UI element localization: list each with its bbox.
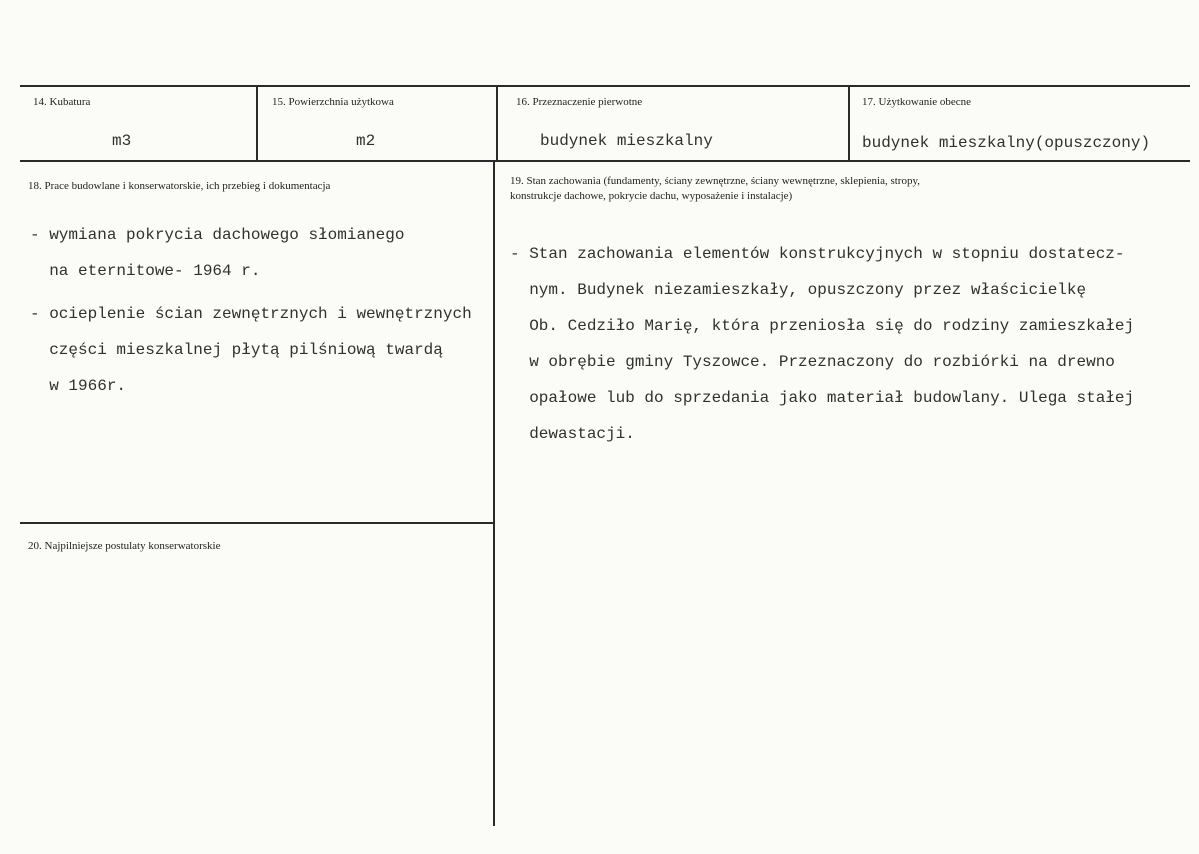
stan-label-line2: konstrukcje dachowe, pokrycie dachu, wyposażenie i instalacje) — [510, 190, 793, 202]
divider-16-17 — [848, 86, 850, 161]
divider-main-vertical — [493, 161, 495, 826]
przeznaczenie-label: 16. Przeznaczenie pierwotne — [516, 96, 643, 108]
row-rule — [20, 160, 1190, 162]
divider-14-15 — [256, 86, 258, 161]
prace-line: - wymiana pokrycia dachowego słomianego — [30, 226, 405, 244]
stan-label-line1: 19. Stan zachowania (fundamenty, ściany zewnętrzne, ściany wewnętrzne, sklepienia, stropy, — [510, 175, 921, 187]
stan-line: dewastacji. — [510, 425, 635, 443]
stan-line: opałowe lub do sprzedania jako materiał budowlany. Ulega stałej — [510, 389, 1135, 407]
powierzchnia-label: 15. Powierzchnia użytkowa — [272, 96, 394, 108]
prace-line: - ocieplenie ścian zewnętrznych i wewnętrznych — [30, 305, 472, 323]
divider-15-16 — [496, 86, 498, 161]
stan-line: w obrębie gminy Tyszowce. Przeznaczony do rozbiórki na drewno — [510, 353, 1115, 371]
prace-label: 18. Prace budowlane i konserwatorskie, ich przebieg i dokumentacja — [28, 180, 331, 192]
kubatura-value: m3 — [112, 132, 132, 150]
prace-line: części mieszkalnej płytą pilśniową twardą — [30, 341, 443, 359]
kubatura-label: 14. Kubatura — [33, 96, 91, 108]
stan-line: nym. Budynek niezamieszkały, opuszczony przez właścicielkę — [510, 281, 1087, 299]
powierzchnia-value: m2 — [356, 132, 376, 150]
postulaty-label: 20. Najpilniejsze postulaty konserwatorskie — [28, 540, 221, 552]
prace-text — [30, 208, 472, 413]
uzytkowanie-label: 17. Użytkowanie obecne — [862, 96, 972, 108]
prace-line: w 1966r. — [30, 377, 127, 395]
stan-line: - Stan zachowania elementów konstrukcyjnych w stopniu dostatecz- — [510, 245, 1125, 263]
stan-text — [510, 227, 1134, 461]
uzytkowanie-value: budynek mieszkalny(opuszczony) — [862, 134, 1151, 152]
top-rule — [20, 85, 1190, 87]
przeznaczenie-value: budynek mieszkalny — [540, 132, 713, 150]
prace-line: na eternitowe- 1964 r. — [30, 262, 261, 280]
rule-18-20 — [20, 522, 494, 524]
stan-line: Ob. Cedziło Marię, która przeniosła się do rodziny zamieszkałej — [510, 317, 1135, 335]
